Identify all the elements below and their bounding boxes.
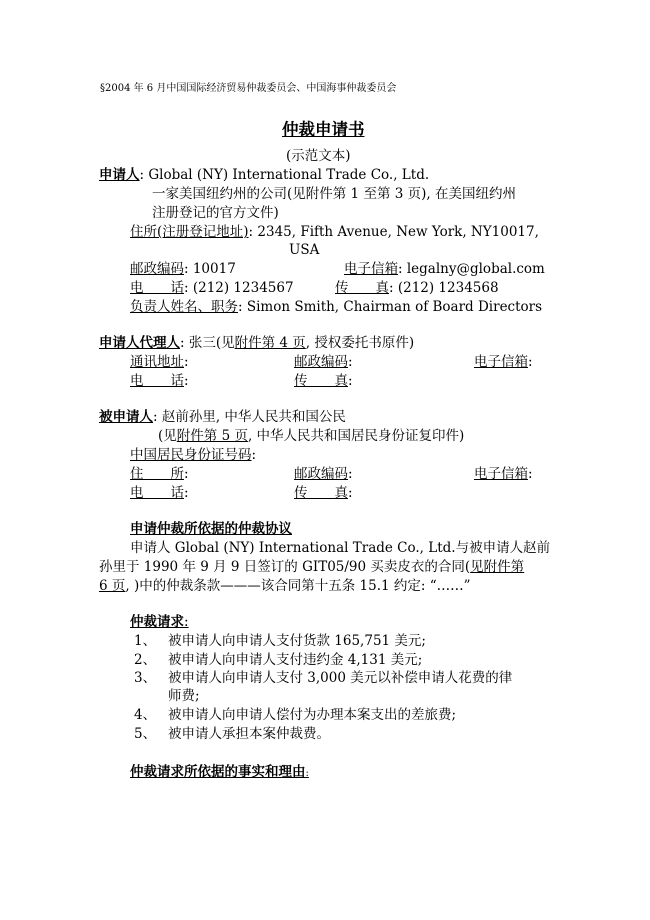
applicant-phone-value: : (212) 1234567	[184, 280, 294, 296]
agent-value-b: , 授权委托书原件)	[305, 335, 415, 351]
respondent-postcode-label: 邮政编码	[294, 466, 348, 482]
facts-heading: 仲裁请求所依据的事实和理由:	[130, 764, 309, 780]
respondent-email: 电子信箱:	[474, 466, 533, 482]
agent-address: 通讯地址:	[130, 354, 189, 370]
agent-attachment-link: 附件第 4 页	[234, 335, 306, 351]
agent-value-a: : 张三(见	[180, 335, 235, 351]
applicant-rep-label: 负责人姓名、职务	[130, 299, 238, 315]
respondent-fax: 传 真:	[294, 485, 353, 501]
agreement-line-1: 申请人 Global (NY) International Trade Co., Ltd.与被申请人赵前	[130, 540, 551, 556]
applicant-address-value-2: USA	[289, 242, 320, 258]
applicant-label: 申请人	[99, 167, 140, 183]
applicant-name: : Global (NY) International Trade Co., Ltd.	[139, 167, 430, 183]
agreement-line-2: 孙里于 1990 年 9 月 9 日签订的 GIT05/90 买卖皮衣的合同(见附件第	[99, 559, 525, 575]
claim-item-num: 1、	[134, 633, 157, 649]
applicant-email	[344, 260, 545, 278]
agent-fax-label: 传 真	[294, 373, 348, 389]
agent-label: 申请人代理人	[99, 335, 180, 351]
claims-heading: 仲裁请求:	[130, 614, 189, 630]
respondent-id-label: 中国居民身份证号码	[130, 447, 252, 463]
respondent-attachment-link: 附件第 5 页	[176, 428, 248, 444]
applicant-phone	[130, 279, 294, 297]
respondent-label: 被申请人	[99, 409, 153, 425]
respondent-residence-label: 住 所	[130, 466, 184, 482]
applicant-address-value: : 2345, Fifth Avenue, New York, NY10017,	[248, 224, 539, 240]
applicant-rep	[130, 298, 542, 316]
applicant-postcode-label: 邮政编码	[130, 261, 184, 277]
respondent-phone: 电 话:	[130, 485, 189, 501]
claim-item-num: 3、	[134, 670, 157, 686]
applicant-postcode	[130, 260, 236, 278]
applicant-email-value: : legalny@global.com	[398, 261, 545, 277]
agent-address-label: 通讯地址	[130, 354, 184, 370]
applicant-address	[130, 223, 539, 241]
applicant-rep-value: : Simon Smith, Chairman of Board Directors	[238, 299, 543, 315]
agent-phone-label: 电 话	[130, 373, 184, 389]
respondent-id: 中国居民身份证号码:	[130, 447, 257, 463]
respondent-line	[99, 408, 346, 426]
respondent-residence: 住 所:	[130, 466, 189, 482]
applicant-desc-1: 一家美国纽约州的公司(见附件第 1 至第 3 页), 在美国纽约州	[152, 186, 516, 202]
page-subtitle: (示范文本)	[286, 148, 351, 164]
claim-item-text: 被申请人向申请人支付货款 165,751 美元;	[168, 633, 426, 649]
respondent-note: (见附件第 5 页, 中华人民共和国居民身份证复印件)	[158, 428, 465, 444]
respondent-fax-label: 传 真	[294, 485, 348, 501]
applicant-fax-label: 传 真	[335, 280, 389, 296]
agent-line	[99, 334, 414, 352]
agreement-attachment-link: 见附件第	[470, 559, 525, 575]
agreement-heading: 申请仲裁所依据的仲裁协议	[130, 521, 292, 537]
applicant-fax-value: : (212) 1234568	[389, 280, 499, 296]
applicant-postcode-value: : 10017	[184, 261, 236, 277]
applicant-address-label: 住所(注册登记地址)	[130, 224, 249, 240]
agent-email: 电子信箱:	[474, 354, 533, 370]
applicant-fax	[335, 279, 499, 297]
claim-item-text: 被申请人向申请人支付 3,000 美元以补偿申请人花费的律	[168, 670, 513, 686]
agent-phone: 电 话:	[130, 373, 189, 389]
agent-postcode-label: 邮政编码	[294, 354, 348, 370]
applicant-line	[99, 166, 429, 184]
agent-postcode: 邮政编码:	[294, 354, 353, 370]
agreement-line-3: 6 页, )中的仲裁条款———该合同第十五条 15.1 约定: “……”	[99, 578, 471, 594]
respondent-email-label: 电子信箱	[474, 466, 528, 482]
applicant-desc-2: 注册登记的官方文件)	[152, 205, 279, 221]
claim-item-num: 5、	[134, 726, 157, 742]
claim-item-num: 4、	[134, 707, 157, 723]
respondent-postcode: 邮政编码:	[294, 466, 353, 482]
claim-item-num: 2、	[134, 652, 157, 668]
agent-email-label: 电子信箱	[474, 354, 528, 370]
respondent-value: : 赵前孙里, 中华人民共和国公民	[153, 409, 346, 425]
page-title: 仲裁申请书	[282, 120, 365, 139]
respondent-phone-label: 电 话	[130, 485, 184, 501]
applicant-phone-label: 电 话	[130, 280, 184, 296]
claim-item-text: 被申请人向申请人支付违约金 4,131 美元;	[168, 652, 423, 668]
agent-fax: 传 真:	[294, 373, 353, 389]
agreement-attachment-link-2: 6 页	[99, 578, 126, 594]
header-note: §2004 年 6 月中国国际经济贸易仲裁委员会、中国海事仲裁委员会	[100, 83, 397, 94]
claim-item-text-cont: 师费;	[168, 688, 200, 704]
claim-item-text: 被申请人承担本案仲裁费。	[168, 726, 330, 742]
claim-item-text: 被申请人向申请人偿付为办理本案支出的差旅费;	[168, 707, 457, 723]
applicant-email-label: 电子信箱	[344, 261, 398, 277]
